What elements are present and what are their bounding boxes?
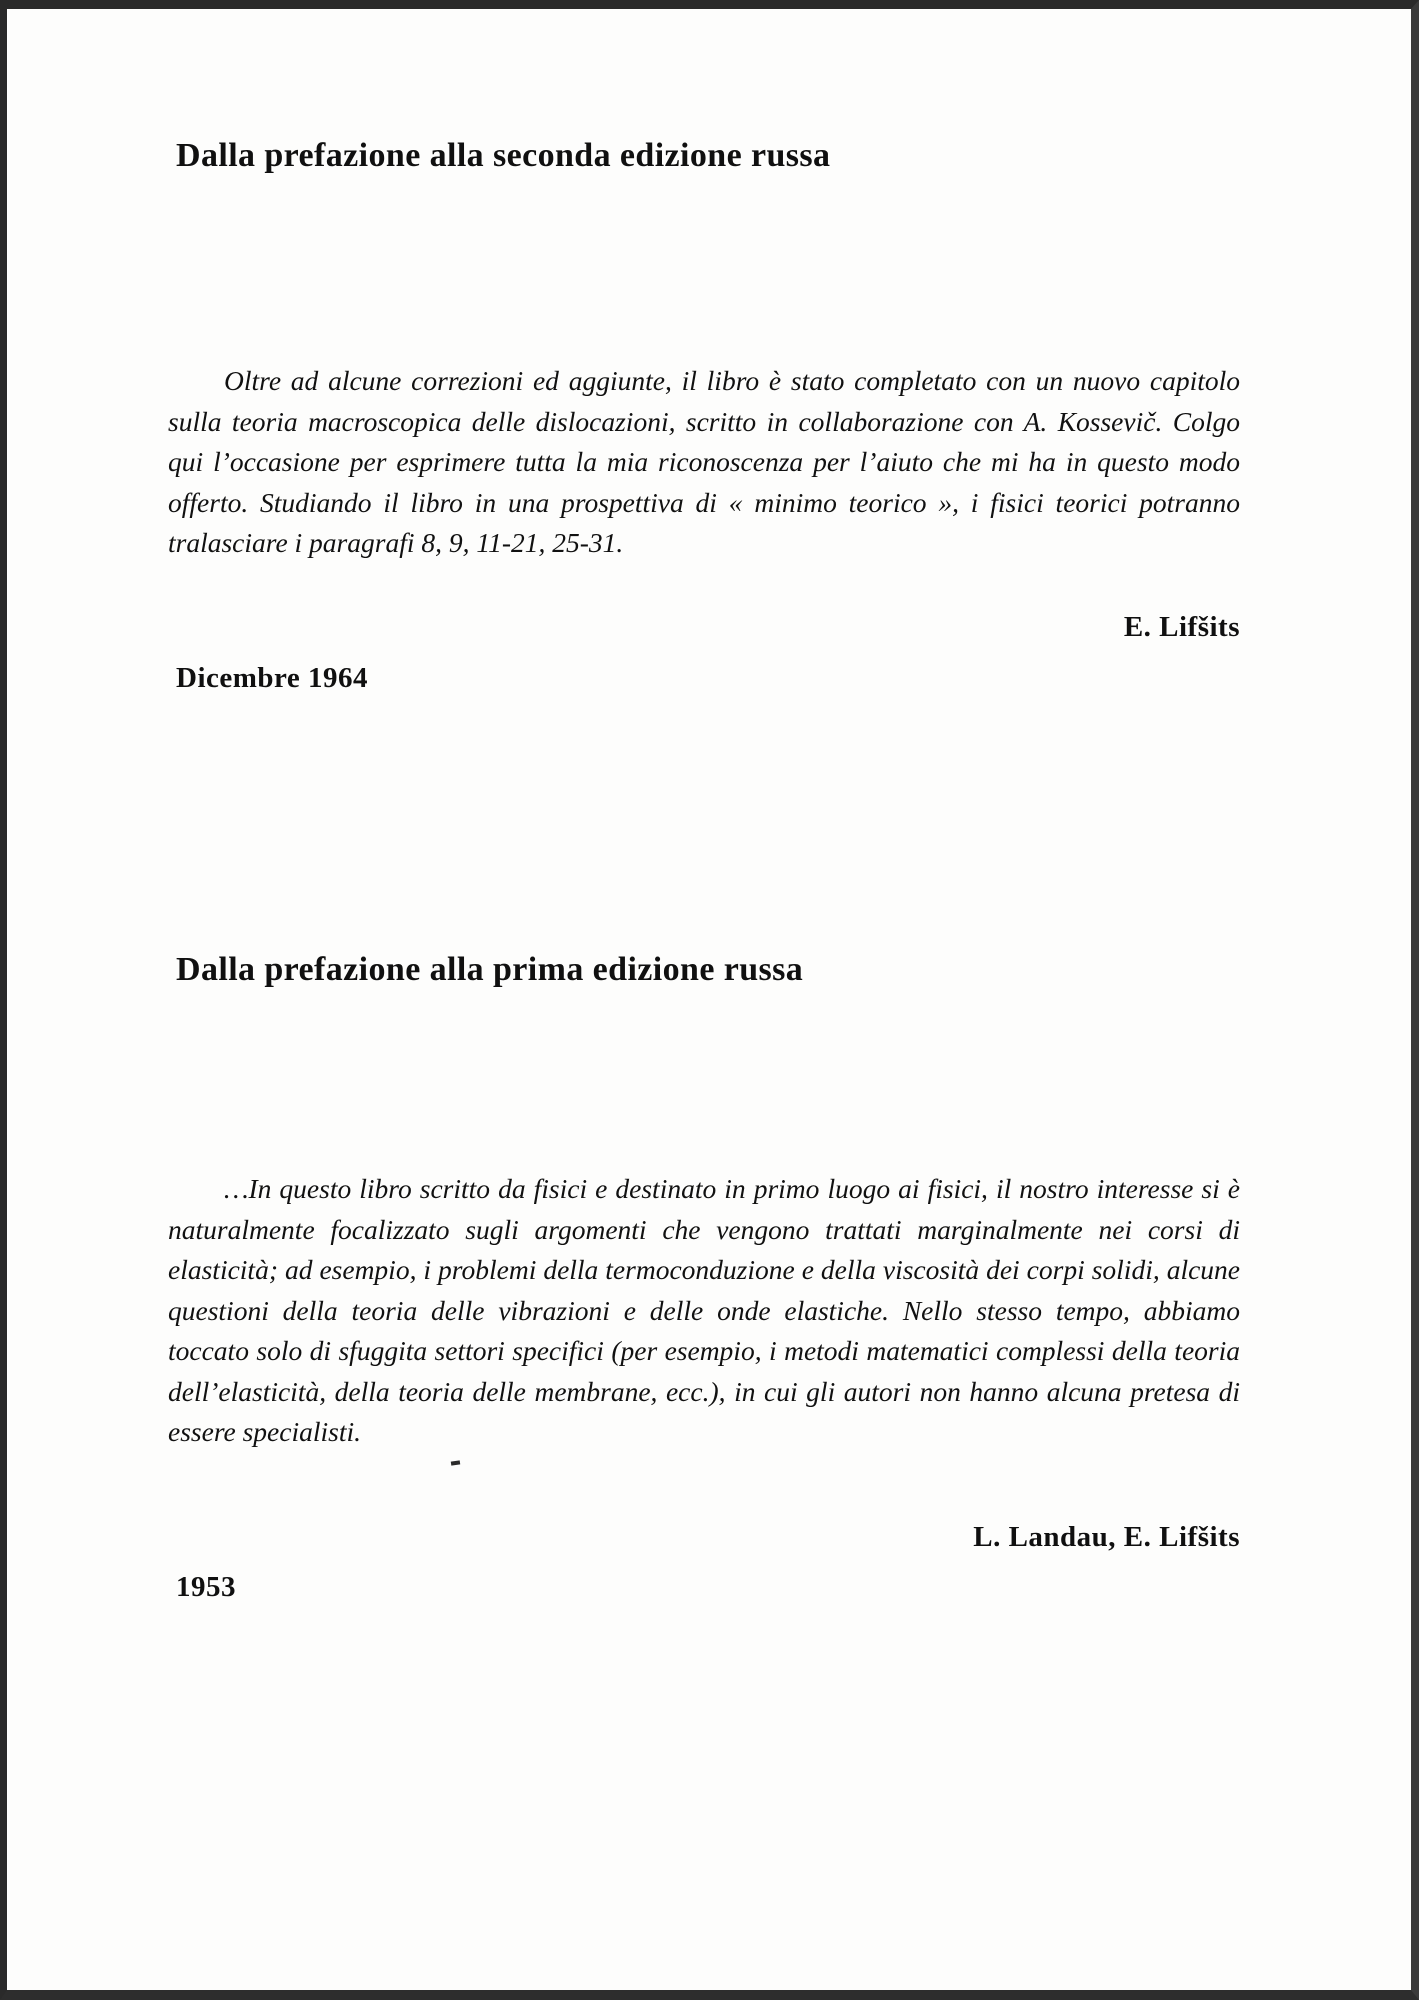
preface-paragraph-second-edition: [168, 361, 1240, 564]
date-first-edition: 1953: [176, 1571, 236, 1603]
paragraph-text: …In questo libro scritto da fisici e destinato in primo luogo ai fisici, il nostro interesse si è naturalmente focalizzato sugli argomenti che vengono trattati marginalmente nei corsi di elasticità; ad esempio, i problemi della termoconduzione e della viscosità dei corpi solidi, alcune questioni della teoria delle vibrazioni e delle onde elastiche. Nello stesso tempo, abbiamo toccato solo di sfuggita settori specifici (per esempio, i metodi matematici complessi della teoria dell’elasticità, della teoria delle membrane, ecc.), in cui gli autori non hanno alcuna pretesa di essere specialisti.: [168, 1173, 1240, 1447]
preface-paragraph-first-edition: [168, 1169, 1240, 1453]
page-sheet: [8, 9, 1411, 1990]
scan-artifact-mark: [451, 1460, 460, 1465]
signature-first-edition: L. Landau, E. Lifšits: [973, 1521, 1240, 1553]
signature-second-edition: E. Lifšits: [1123, 611, 1240, 643]
page-content: [168, 9, 1268, 1990]
paragraph-text: Oltre ad alcune correzioni ed aggiunte, il libro è stato completato con un nuovo capitolo sulla teoria macroscopica delle dislocazioni, scritto in collaborazione con A. Kossevič. Colgo qui l’occasione per esprimere tutta la mia riconoscenza per l’aiuto che mi ha in questo modo offerto. Studiando il libro in una prospettiva di « minimo teorico », i fisici teorici potranno tralasciare i paragrafi 8, 9, 11-21, 25-31.: [168, 365, 1240, 558]
section-heading-first-edition: Dalla prefazione alla prima edizione russa: [176, 951, 804, 988]
date-second-edition: Dicembre 1964: [176, 662, 368, 694]
section-heading-second-edition: Dalla prefazione alla seconda edizione russa: [176, 137, 831, 174]
